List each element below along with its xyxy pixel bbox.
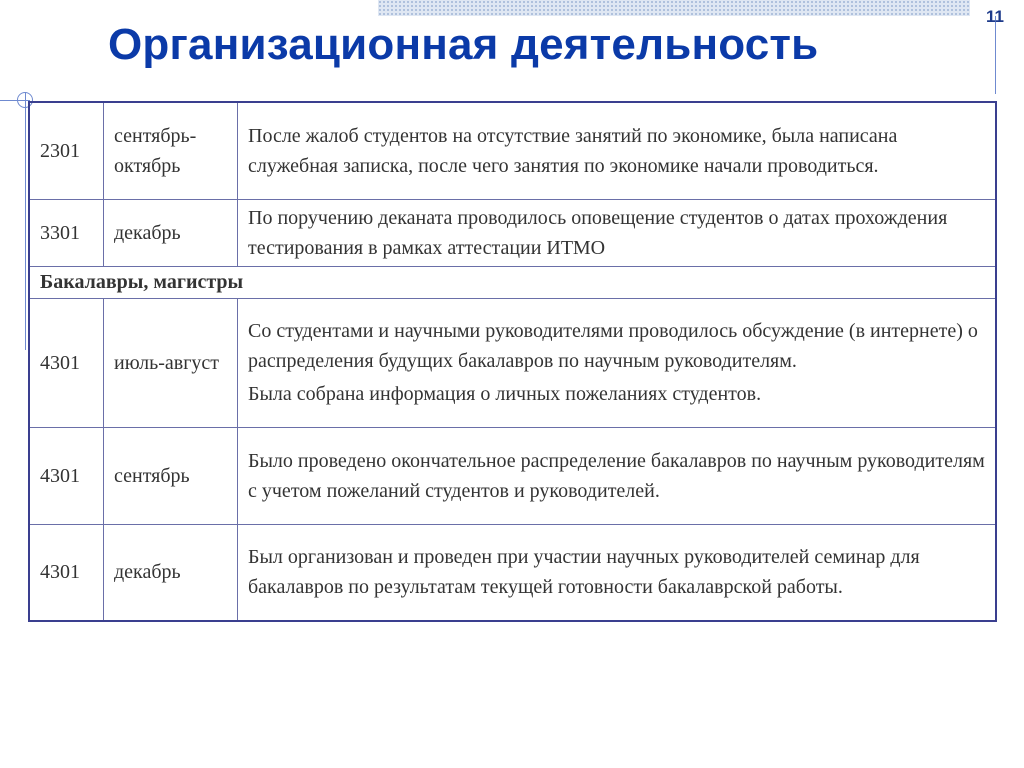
period-cell: декабрь [104, 524, 238, 621]
description-text: Была собрана информация о личных пожеланиях студентов. [248, 383, 762, 405]
description-text: Со студентами и научными руководителями проводилось обсуждение (в интернете) о распределения будущих бакалавров по научным руководителям. [248, 320, 978, 372]
decorative-left-line [25, 92, 26, 350]
description-text: Было проведено окончательное распределение бакалавров по научным руководителям с учетом пожеланий студентов и руководителей. [248, 449, 985, 502]
group-cell: 2301 [29, 102, 104, 199]
period-cell: сентябрь [104, 427, 238, 524]
page-title: Организационная деятельность [108, 20, 819, 69]
group-cell: 4301 [29, 427, 104, 524]
period-cell: июль-август [104, 298, 238, 427]
section-header-cell: Бакалавры, магистры [29, 266, 996, 298]
table-row [29, 199, 996, 266]
description-cell [238, 524, 997, 621]
description-cell [238, 298, 997, 427]
period-cell: декабрь [104, 199, 238, 266]
group-cell: 3301 [29, 199, 104, 266]
table-row [29, 102, 996, 199]
description-text: Был организован и проведен при участии научных руководителей семинар для бакалавров по результатам текущей готовности бакалаврской работы. [248, 546, 920, 599]
table-row [29, 427, 996, 524]
section-header-row [29, 266, 996, 298]
activity-table [28, 101, 997, 622]
description-cell [238, 427, 997, 524]
description-text: После жалоб студентов на отсутствие занятий по экономике, была написана служебная записка, после чего занятия по экономике начали проводиться. [248, 124, 898, 177]
page-number: 11 [986, 7, 1004, 26]
group-cell: 4301 [29, 524, 104, 621]
period-cell: сентябрь-октябрь [104, 102, 238, 199]
group-cell: 4301 [29, 298, 104, 427]
description-cell [238, 199, 997, 266]
decorative-dotted-band [378, 0, 970, 16]
decorative-vertical-line [995, 16, 996, 94]
table-row [29, 298, 996, 427]
table-row [29, 524, 996, 621]
description-text: По поручению деканата проводилось оповещение студентов о датах прохождения тестирования в рамках аттестации ИТМО [248, 206, 948, 259]
description-cell [238, 102, 997, 199]
